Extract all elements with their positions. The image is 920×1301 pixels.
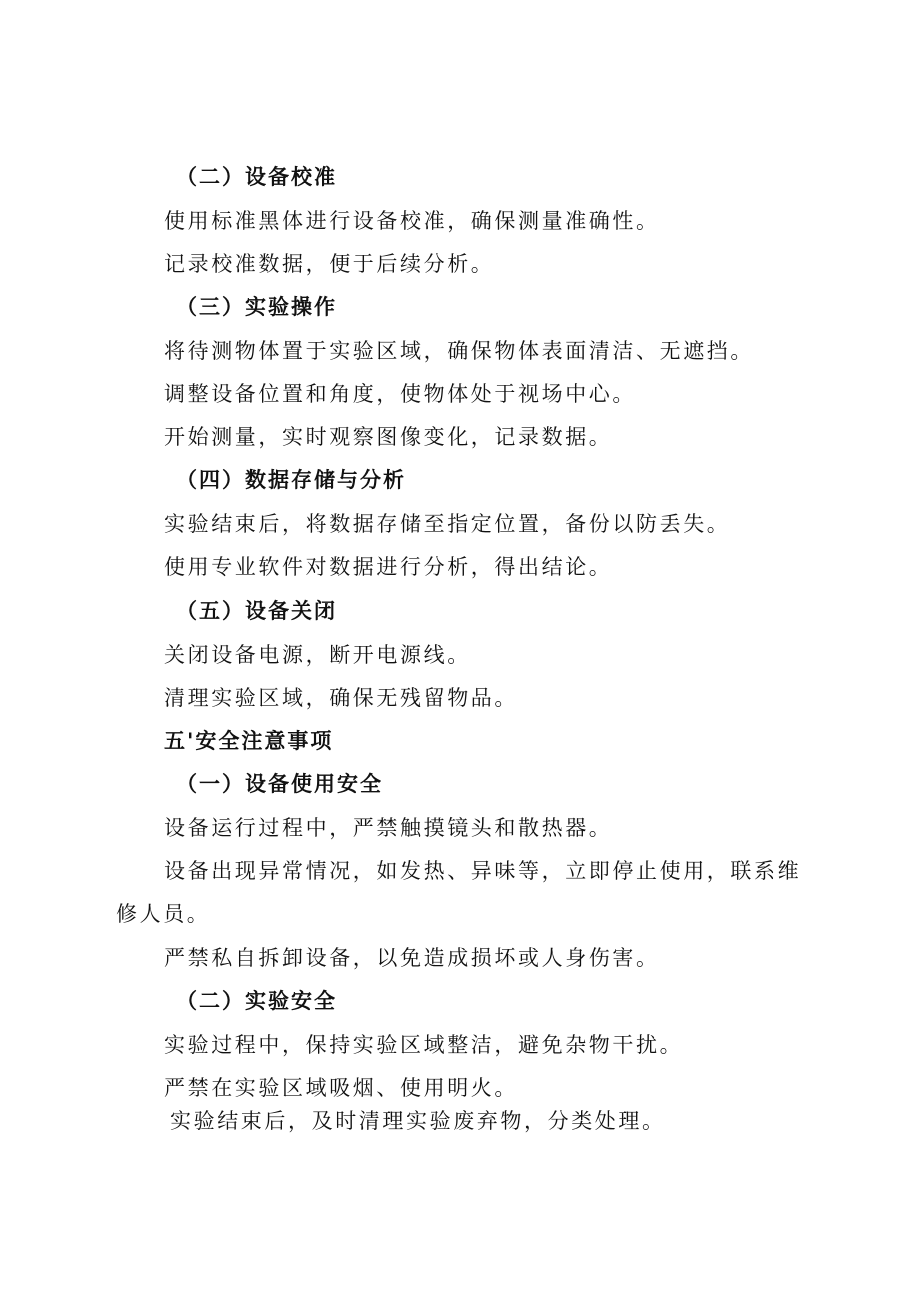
paragraph-line: 记录校准数据，便于后续分析。: [164, 252, 495, 276]
section-heading-equipment-calibration: （二）设备校准: [176, 165, 337, 189]
paragraph-line: 设备出现异常情况，如发热、异味等，立即停止使用，联系维: [164, 859, 802, 883]
paragraph-line: 严禁私自拆卸设备，以免造成损坏或人身伤害。: [164, 946, 660, 970]
section-heading-equipment-shutdown: （五）设备关闭: [176, 599, 337, 623]
paragraph-line: 修人员。: [116, 902, 211, 926]
paragraph-line: 使用专业软件对数据进行分析，得出结论。: [164, 555, 613, 579]
chapter-heading-safety-notes: 五'安全注意事项: [164, 729, 334, 753]
paragraph-line: 关闭设备电源，断开电源线。: [164, 643, 471, 667]
paragraph-line: 实验结束后，将数据存储至指定位置，备份以防丢失。: [164, 512, 731, 536]
section-heading-experiment-operation: （三）实验操作: [176, 295, 337, 319]
section-heading-data-storage-analysis: （四）数据存储与分析: [176, 468, 406, 492]
paragraph-line: 严禁在实验区域吸烟、使用明火。: [164, 1076, 518, 1100]
paragraph-line: 调整设备位置和角度，使物体处于视场中心。: [164, 382, 636, 406]
paragraph-line: 清理实验区域，确保无残留物品。: [164, 686, 518, 710]
section-heading-experiment-safety: （二）实验安全: [176, 989, 337, 1013]
paragraph-line: 开始测量，实时观察图像变化，记录数据。: [164, 425, 613, 449]
paragraph-line: 设备运行过程中，严禁触摸镜头和散热器。: [164, 816, 613, 840]
section-heading-equipment-use-safety: （一）设备使用安全: [176, 772, 383, 796]
paragraph-line: 使用标准黑体进行设备校准，确保测量准确性。: [164, 209, 660, 233]
paragraph-line: 实验结束后，及时清理实验废弃物，分类处理。: [170, 1109, 666, 1133]
paragraph-line: 将待测物体置于实验区域，确保物体表面清洁、无遮挡。: [164, 339, 754, 363]
paragraph-line: 实验过程中，保持实验区域整洁，避免杂物干扰。: [164, 1033, 684, 1057]
